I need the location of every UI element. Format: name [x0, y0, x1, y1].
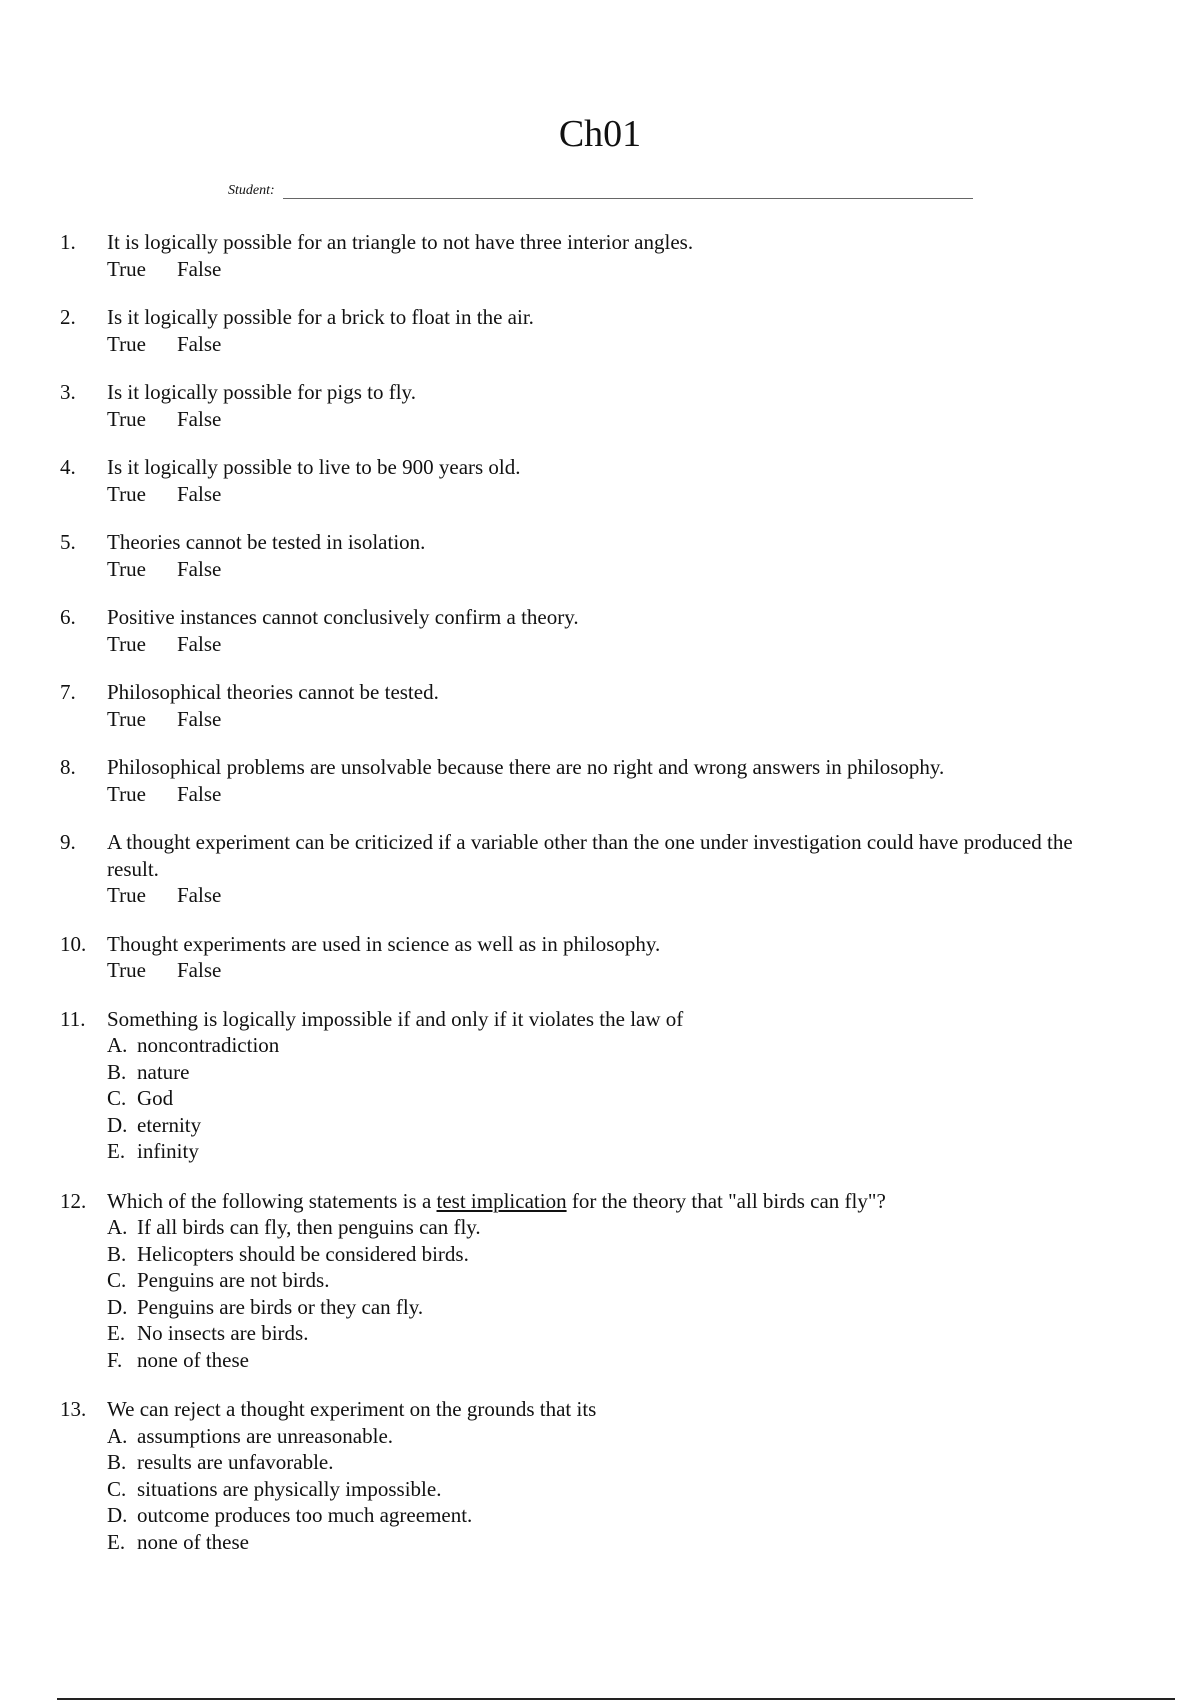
answer-option[interactable]: [107, 1241, 1120, 1268]
option-true[interactable]: True: [107, 958, 146, 982]
question-text: We can reject a thought experiment on the grounds that its: [107, 1397, 597, 1421]
answer-option[interactable]: [107, 1112, 1120, 1139]
option-letter: F.: [107, 1347, 123, 1372]
question-7: [60, 679, 1120, 732]
option-true[interactable]: True: [107, 631, 146, 656]
option-true[interactable]: True: [107, 706, 146, 731]
option-true[interactable]: True: [107, 406, 146, 431]
option-letter: E.: [107, 1321, 126, 1345]
option-true[interactable]: True: [107, 481, 146, 506]
option-text: nature: [137, 1059, 190, 1084]
question-number: 6.: [60, 605, 76, 629]
question-number: 1.: [60, 230, 76, 254]
question-2: [60, 304, 1120, 357]
option-text: If all birds can fly, then penguins can fly.: [137, 1215, 481, 1239]
option-true[interactable]: True: [107, 331, 146, 356]
true-false-options: [107, 706, 1120, 733]
true-false-options: [107, 331, 1120, 358]
question-text: [107, 1188, 1120, 1215]
question-5: [60, 529, 1120, 582]
question-6: [60, 604, 1120, 657]
true-false-options: [107, 957, 1120, 984]
true-false-options: [107, 631, 1120, 658]
question-11: [60, 1006, 1120, 1165]
answer-option[interactable]: [107, 1059, 1120, 1086]
question-text: Is it logically possible for a brick to float in the air.: [107, 305, 534, 329]
option-text: outcome produces too much agreement.: [137, 1503, 473, 1527]
true-false-options: [107, 781, 1120, 808]
option-letter: A.: [107, 1215, 128, 1239]
option-letter: C.: [107, 1086, 127, 1110]
option-text: No insects are birds.: [137, 1321, 309, 1345]
answer-option[interactable]: [107, 1476, 1120, 1503]
true-false-options: [107, 406, 1120, 433]
question-number: 13.: [60, 1397, 87, 1421]
answer-option[interactable]: [107, 1294, 1120, 1321]
question-text-before: Which of the following statements is a: [107, 1188, 437, 1213]
answer-option[interactable]: [107, 1423, 1120, 1450]
option-text: Helicopters should be considered birds.: [137, 1241, 469, 1266]
student-name-line[interactable]: [283, 183, 973, 199]
option-false[interactable]: False: [177, 781, 222, 806]
true-false-options: [107, 481, 1120, 508]
question-list: [60, 229, 1120, 1555]
question-text: Theories cannot be tested in isolation.: [107, 530, 426, 554]
answer-option[interactable]: [107, 1502, 1120, 1529]
question-text: Is it logically possible to live to be 900 years old.: [107, 455, 521, 479]
question-text: Philosophical theories cannot be tested.: [107, 680, 439, 704]
answer-option[interactable]: [107, 1032, 1120, 1059]
question-number: 12.: [60, 1188, 87, 1213]
option-letter: B.: [107, 1241, 127, 1266]
question-number: 9.: [60, 830, 76, 854]
option-text: infinity: [137, 1139, 199, 1163]
option-letter: B.: [107, 1059, 127, 1084]
option-false[interactable]: False: [177, 958, 222, 982]
question-number: 11.: [60, 1006, 86, 1031]
question-4: [60, 454, 1120, 507]
question-text-after: for the theory that "all birds can fly"?: [566, 1188, 886, 1213]
question-8: [60, 754, 1120, 807]
option-letter: E.: [107, 1139, 126, 1163]
option-letter: B.: [107, 1450, 127, 1474]
question-text: Something is logically impossible if and only if it violates the law of: [107, 1006, 684, 1031]
question-text: Positive instances cannot conclusively confirm a theory.: [107, 605, 579, 629]
answer-option[interactable]: [107, 1347, 1120, 1374]
option-letter: C.: [107, 1268, 127, 1292]
option-false[interactable]: False: [177, 631, 222, 656]
answer-options: [107, 1423, 1120, 1556]
question-number: 7.: [60, 680, 76, 704]
question-text: A thought experiment can be criticized if a variable other than the one under investigation could have produced the result.: [107, 830, 1073, 881]
option-letter: D.: [107, 1112, 128, 1137]
question-text: Philosophical problems are unsolvable because there are no right and wrong answers in philosophy.: [107, 755, 945, 779]
option-false[interactable]: False: [177, 406, 222, 431]
option-text: Penguins are not birds.: [137, 1268, 330, 1292]
option-letter: A.: [107, 1033, 128, 1057]
question-number: 5.: [60, 530, 76, 554]
question-13: [60, 1396, 1120, 1555]
question-12: [60, 1188, 1120, 1374]
question-text-underlined: test implication: [436, 1188, 567, 1213]
option-text: assumptions are unreasonable.: [137, 1423, 394, 1448]
option-letter: E.: [107, 1529, 126, 1554]
student-name-row: [228, 183, 973, 199]
question-text: It is logically possible for an triangle to not have three interior angles.: [107, 230, 694, 254]
question-3: [60, 379, 1120, 432]
answer-options: [107, 1214, 1120, 1373]
question-number: 8.: [60, 755, 76, 779]
option-false[interactable]: False: [177, 256, 222, 281]
option-text: eternity: [137, 1112, 202, 1137]
option-letter: A.: [107, 1423, 128, 1448]
option-letter: D.: [107, 1503, 128, 1527]
question-number: 4.: [60, 455, 76, 479]
answer-option[interactable]: [107, 1138, 1120, 1165]
option-false[interactable]: False: [177, 556, 222, 581]
question-1: [60, 229, 1120, 282]
option-false[interactable]: False: [177, 481, 222, 506]
question-text: Is it logically possible for pigs to fly.: [107, 380, 416, 404]
answer-option[interactable]: [107, 1320, 1120, 1347]
true-false-options: [107, 256, 1120, 283]
option-true[interactable]: True: [107, 256, 146, 281]
option-true[interactable]: True: [107, 883, 146, 907]
answer-options: [107, 1032, 1120, 1165]
answer-option[interactable]: [107, 1267, 1120, 1294]
option-false[interactable]: False: [177, 883, 222, 907]
question-9: [60, 829, 1120, 909]
option-text: none of these: [137, 1529, 249, 1554]
answer-option[interactable]: [107, 1085, 1120, 1112]
option-true[interactable]: True: [107, 556, 146, 581]
option-false[interactable]: False: [177, 706, 222, 731]
option-false[interactable]: False: [177, 331, 222, 356]
question-10: [60, 931, 1120, 984]
option-letter: D.: [107, 1294, 128, 1319]
true-false-options: [107, 882, 1120, 909]
option-text: results are unfavorable.: [137, 1450, 334, 1474]
option-true[interactable]: True: [107, 781, 146, 806]
option-letter: C.: [107, 1476, 127, 1501]
page-title: Ch01: [558, 113, 642, 155]
option-text: situations are physically impossible.: [137, 1476, 442, 1501]
answer-option[interactable]: [107, 1214, 1120, 1241]
option-text: God: [137, 1086, 174, 1110]
answer-option[interactable]: [107, 1529, 1120, 1556]
question-number: 3.: [60, 380, 76, 404]
question-text: Thought experiments are used in science as well as in philosophy.: [107, 931, 661, 956]
option-text: none of these: [137, 1347, 249, 1372]
option-text: noncontradiction: [137, 1033, 280, 1057]
option-text: Penguins are birds or they can fly.: [137, 1294, 424, 1319]
student-label: Student:: [228, 183, 275, 198]
question-number: 2.: [60, 305, 76, 329]
true-false-options: [107, 556, 1120, 583]
answer-option[interactable]: [107, 1449, 1120, 1476]
question-number: 10.: [60, 931, 87, 956]
